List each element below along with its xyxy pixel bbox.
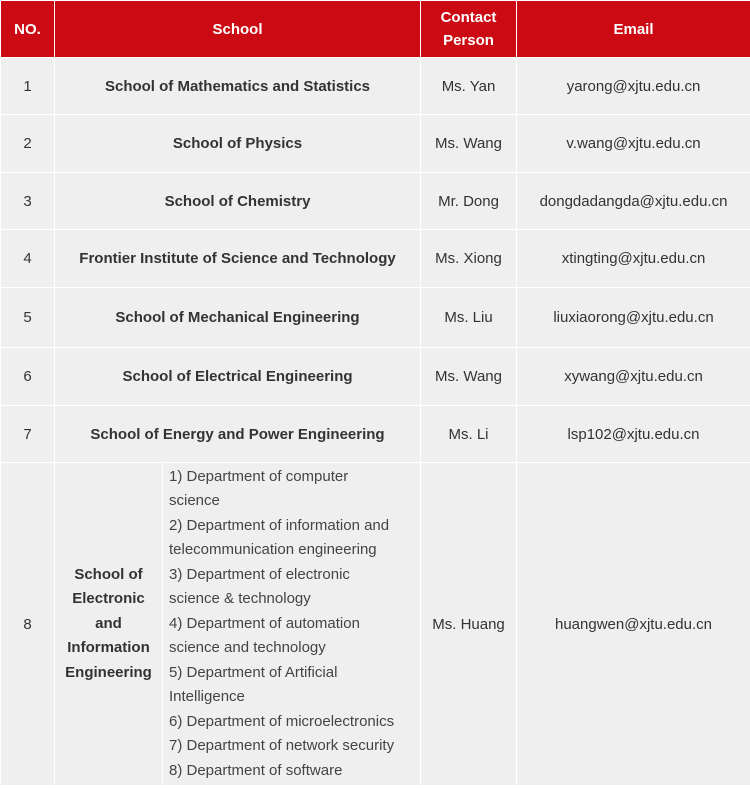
school-name-line: and	[95, 614, 122, 632]
department-line: science and technology	[169, 639, 326, 657]
row-contact: Ms. Li	[421, 406, 517, 463]
department-line: 8) Department of software	[169, 761, 343, 779]
row-email: xywang@xjtu.edu.cn	[517, 348, 750, 406]
department-line: telecommunication engineering	[169, 541, 377, 559]
row-school: School of Energy and Power Engineering	[55, 406, 421, 463]
department-line: 5) Department of Artificial	[169, 663, 338, 681]
header-email: Email	[517, 1, 750, 58]
department-item	[169, 465, 414, 514]
table-row	[1, 230, 750, 288]
row-contact: Ms. Huang	[421, 463, 517, 786]
row-no: 1	[1, 58, 55, 115]
header-contact	[421, 1, 517, 58]
department-line: 6) Department of microelectronics	[169, 712, 395, 730]
row-contact: Ms. Xiong	[421, 230, 517, 288]
row-no: 3	[1, 173, 55, 230]
row-school: School of Physics	[55, 115, 421, 173]
row-no: 2	[1, 115, 55, 173]
header-school: School	[55, 1, 421, 58]
row-school: School of Electrical Engineering	[55, 348, 421, 406]
department-line: science & technology	[169, 590, 311, 608]
table-row	[1, 58, 750, 115]
header-row	[1, 1, 750, 58]
school-name-line: Engineering	[65, 663, 152, 681]
school-name-line: Electronic	[72, 590, 145, 608]
table-row	[1, 463, 750, 786]
department-line: 3) Department of electronic	[169, 565, 350, 583]
row-school: Frontier Institute of Science and Technology	[55, 230, 421, 288]
department-item	[169, 661, 414, 710]
header-no: NO.	[1, 1, 55, 58]
header-contact-line1: Contact	[440, 9, 497, 26]
school-name-line: Information	[67, 639, 150, 657]
department-item	[169, 514, 414, 563]
department-line: 7) Department of network security	[169, 737, 395, 755]
row-contact: Mr. Dong	[421, 173, 517, 230]
row-email: xtingting@xjtu.edu.cn	[517, 230, 750, 288]
row-contact: Ms. Liu	[421, 288, 517, 348]
header-contact-line2: Person	[443, 32, 494, 49]
department-line: science	[169, 492, 220, 510]
department-item	[169, 734, 414, 759]
row-school: School of Chemistry	[55, 173, 421, 230]
row-no: 5	[1, 288, 55, 348]
department-list-cell	[163, 463, 421, 786]
row-no: 6	[1, 348, 55, 406]
row-email: dongdadangda@xjtu.edu.cn	[517, 173, 750, 230]
table-row	[1, 288, 750, 348]
row-no: 7	[1, 406, 55, 463]
row-no: 8	[1, 463, 55, 786]
row-contact: Ms. Yan	[421, 58, 517, 115]
table-row	[1, 173, 750, 230]
department-item	[169, 563, 414, 612]
row-email: huangwen@xjtu.edu.cn	[517, 463, 750, 786]
row-school: School of Mathematics and Statistics	[55, 58, 421, 115]
department-line: 2) Department of information and	[169, 516, 390, 534]
department-item	[169, 612, 414, 661]
department-list	[163, 465, 420, 784]
table-row	[1, 406, 750, 463]
table-row	[1, 115, 750, 173]
row-email: yarong@xjtu.edu.cn	[517, 58, 750, 115]
table-row	[1, 348, 750, 406]
department-item	[169, 710, 414, 735]
row-email: lsp102@xjtu.edu.cn	[517, 406, 750, 463]
row-contact: Ms. Wang	[421, 348, 517, 406]
row-email: v.wang@xjtu.edu.cn	[517, 115, 750, 173]
department-line: 4) Department of automation	[169, 614, 360, 632]
row-no: 4	[1, 230, 55, 288]
row-contact: Ms. Wang	[421, 115, 517, 173]
school-name-line: School of	[74, 565, 143, 583]
row-school	[55, 463, 163, 786]
department-item	[169, 759, 414, 784]
department-line: Intelligence	[169, 688, 245, 706]
row-school: School of Mechanical Engineering	[55, 288, 421, 348]
row-email: liuxiaorong@xjtu.edu.cn	[517, 288, 750, 348]
department-line: 1) Department of computer	[169, 467, 349, 485]
